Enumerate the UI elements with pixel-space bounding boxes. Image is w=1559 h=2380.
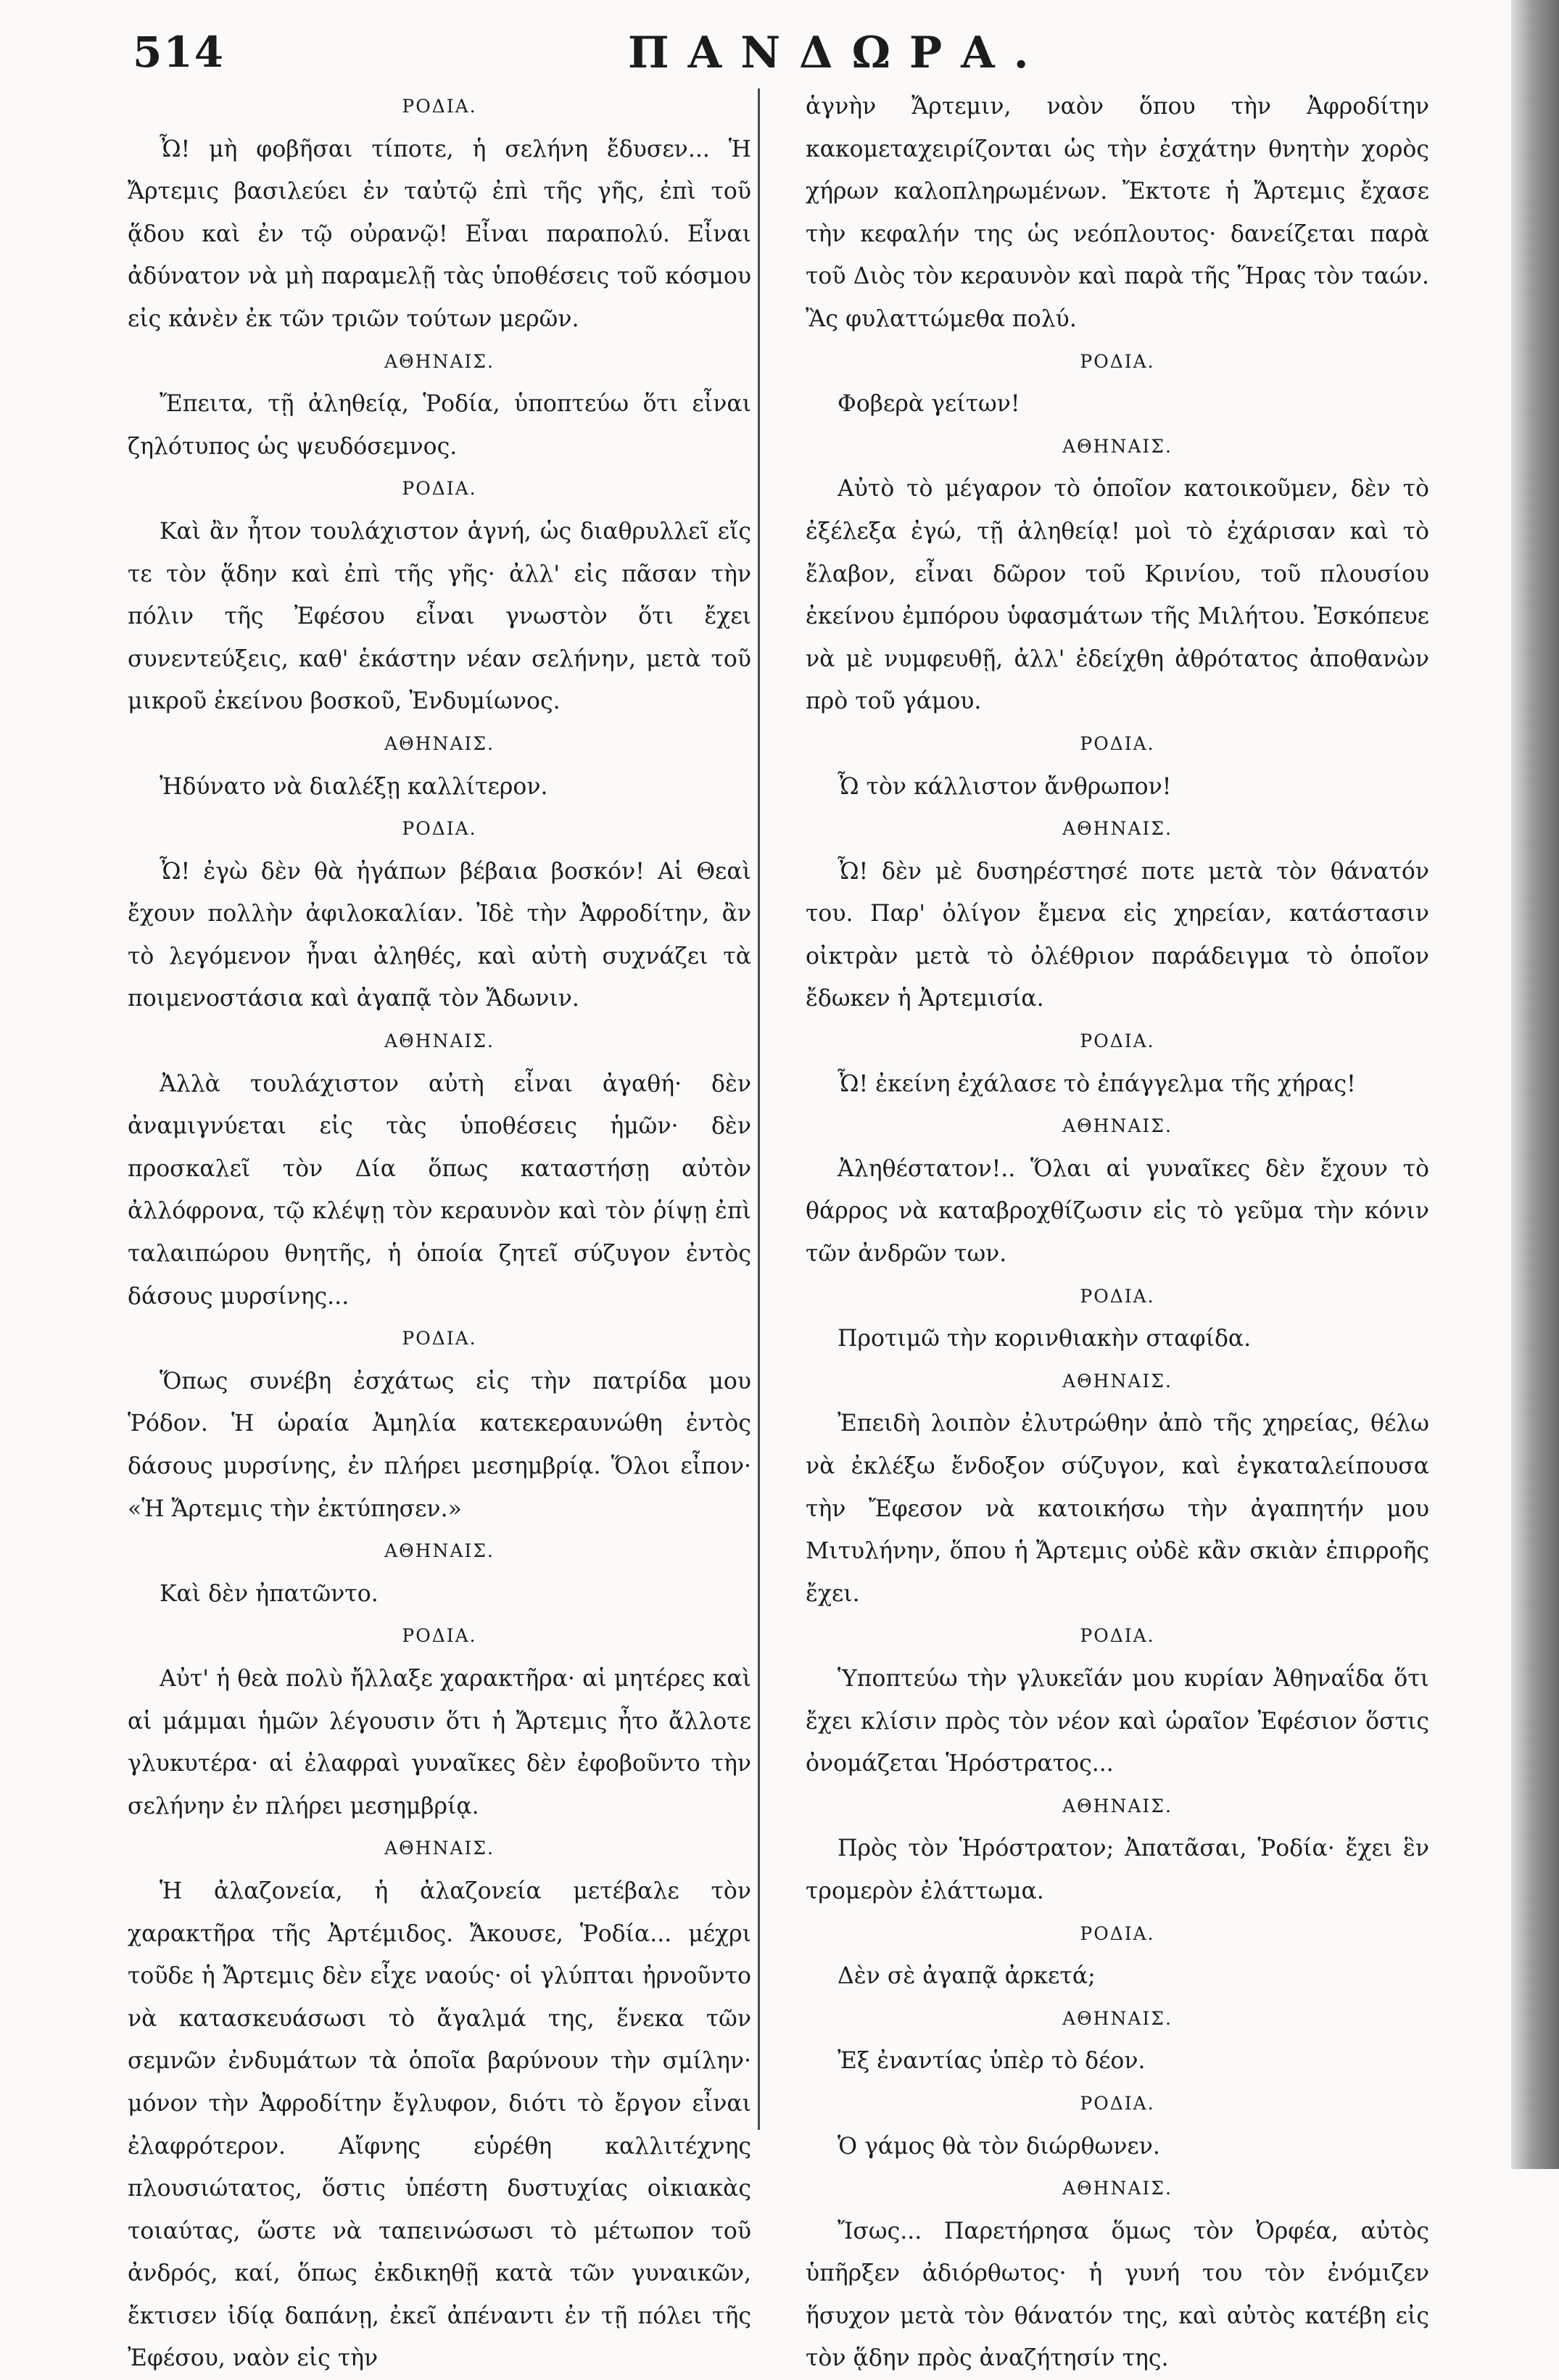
dialogue-paragraph: Ὦ τὸν κάλλιστον ἄνθρωπον! <box>838 773 1172 800</box>
journal-title: ΠΑΝΔΩΡΑ. <box>628 28 1048 78</box>
dialogue-paragraph: Ἔπειτα, τῇ ἀληθείᾳ, Ῥοδία, ὑποπτεύω ὅτι εἶναι ζηλότυπος ὡς ψευδόσεμνος. <box>128 391 751 460</box>
dialogue-paragraph: Καὶ δὲν ἠπατῶντο. <box>160 1580 379 1607</box>
dialogue-paragraph: Ὦ! δὲν μὲ δυσηρέστησέ ποτε μετὰ τὸν θάνατόν του. Παρ' ὀλίγον ἔμενα εἰς χηρείαν, κατάστασιν οἰκτρὰν μετὰ τὸ ὀλέθριον παράδειγμα τὸ ὁποῖον ἔδωκεν ἡ Ἀρτεμισία. <box>806 858 1429 1012</box>
speaker-label: ΡΟΔΙΑ. <box>1080 1030 1155 1052</box>
speaker-label: ΡΟΔΙΑ. <box>1080 2092 1155 2114</box>
speaker-label: ΑΘΗΝΑΙΣ. <box>384 732 495 754</box>
dialogue-paragraph: ἁγνὴν Ἄρτεμιν, ναὸν ὅπου τὴν Ἀφροδίτην κακομεταχειρίζονται ὡς τὴν ἐσχάτην θνητὴν χορὸς χήρων καλοπληρωμένων. Ἔκτοτε ἡ Ἄρτεμις ἔχασε τὴν κεφαλήν της ὡς νεόπλουτος· δανείζεται παρὰ τοῦ Διὸς τὸν κεραυνὸν καὶ παρὰ τῆς Ἥρας τὸν ταών. Ἂς φυλαττώμεθα πολύ. <box>806 94 1429 332</box>
speaker-label: ΑΘΗΝΑΙΣ. <box>384 1838 495 1859</box>
speaker-label: ΡΟΔΙΑ. <box>402 478 477 500</box>
dialogue-paragraph: Ὦ! ἐκείνη ἐχάλασε τὸ ἐπάγγελμα τῆς χήρας! <box>838 1070 1356 1097</box>
speaker-label: ΑΘΗΝΑΙΣ. <box>1062 1115 1173 1137</box>
dialogue-paragraph: Ἐπειδὴ λοιπὸν ἐλυτρώθην ἀπὸ τῆς χηρείας, θέλω νὰ ἐκλέξω ἔνδοξον σύζυγον, καὶ ἐγκαταλείπουσα τὴν Ἔφεσον νὰ κατοικήσω τὴν ἀγαπητήν μου Μιτυλήνην, ὅπου ἡ Ἄρτεμις οὐδὲ κἂν σκιὰν ἐπιρροῆς ἔχει. <box>806 1410 1429 1607</box>
speaker-label: ΑΘΗΝΑΙΣ. <box>384 350 495 372</box>
speaker-label: ΡΟΔΙΑ. <box>1080 1625 1155 1647</box>
speaker-label: ΑΘΗΝΑΙΣ. <box>1062 2178 1173 2199</box>
speaker-label: ΑΘΗΝΑΙΣ. <box>384 1030 495 1052</box>
dialogue-paragraph: Ὦ! ἐγὼ δὲν θὰ ἠγάπων βέβαια βοσκόν! Αἱ Θεαὶ ἔχουν πολλὴν ἀφιλοκαλίαν. Ἰδὲ τὴν Ἀφροδίτην, ἂν τὸ λεγόμενον ἦναι ἀληθές, καὶ αὐτὴ συχνάζει τὰ ποιμενοστάσια καὶ ἀγαπᾷ τὸν Ἄδωνιν. <box>128 858 751 1012</box>
speaker-label: ΡΟΔΙΑ. <box>402 96 477 117</box>
dialogue-paragraph: Δὲν σὲ ἀγαπᾷ ἀρκετά; <box>838 1963 1096 1990</box>
speaker-label: ΑΘΗΝΑΙΣ. <box>1062 1370 1173 1392</box>
dialogue-paragraph: Ὅπως συνέβη ἐσχάτως εἰς τὴν πατρίδα μου Ῥόδον. Ἡ ὡραία Ἀμηλία κατεκεραυνώθη ἐντὸς δάσους μυρσίνης, ἐν πλήρει μεσημβρίᾳ. Ὅλοι εἶπον· «Ἡ Ἄρτεμις τὴν ἐκτύπησεν.» <box>128 1368 751 1522</box>
speaker-label: ΡΟΔΙΑ. <box>1080 350 1155 372</box>
page-number: 514 <box>133 28 226 77</box>
speaker-label: ΑΘΗΝΑΙΣ. <box>1062 435 1173 457</box>
speaker-label: ΡΟΔΙΑ. <box>1080 1285 1155 1307</box>
left-text-column <box>128 86 751 2380</box>
dialogue-paragraph: Ἡ ἀλαζονεία, ἡ ἀλαζονεία μετέβαλε τὸν χαρακτῆρα τῆς Ἀρτέμιδος. Ἄκουσε, Ῥοδία... μέχρι τοῦδε ἡ Ἄρτεμις δὲν εἶχε ναούς· οἱ γλύπται ἠρνοῦντο νὰ κατασκευάσωσι τὸ ἄγαλμά της, ἕνεκα τῶν σεμνῶν ἐνδυμάτων τὰ ὁποῖα βαρύνουν τὴν σμίλην· μόνον τὴν Ἀφροδίτην ἔγλυφον, διότι τὸ ἔργον εἶναι ἐλαφρότερον. Αἴφνης εὑρέθη καλλιτέχνης πλουσιώτατος, ὅστις ὑπέστη δυστυχίας οἰκιακὰς τοιαύτας, ὥστε νὰ ταπεινώσωσι τὸ μέτωπον τοῦ ἀνδρός, καί, ὅπως ἐκδικηθῇ κατὰ τῶν γυναικῶν, ἔκτισεν ἰδίᾳ δαπάνῃ, ἐκεῖ ἀπέναντι ἐν τῇ πόλει τῆς Ἐφέσου, ναὸν εἰς τὴν <box>128 1877 751 2372</box>
dialogue-paragraph: Ὁ γάμος θὰ τὸν διώρθωνεν. <box>838 2133 1160 2160</box>
speaker-label: ΡΟΔΙΑ. <box>1080 732 1155 754</box>
speaker-label: ΑΘΗΝΑΙΣ. <box>1062 2007 1173 2029</box>
dialogue-paragraph: Ἠδύνατο νὰ διαλέξῃ καλλίτερον. <box>160 773 548 800</box>
running-header <box>0 28 1559 78</box>
speaker-label: ΑΘΗΝΑΙΣ. <box>1062 818 1173 840</box>
dialogue-paragraph: Φοβερὰ γείτων! <box>838 391 1020 418</box>
dialogue-paragraph: Καὶ ἂν ἦτον τουλάχιστον ἁγνή, ὡς διαθρυλλεῖ εἴς τε τὸν ᾅδην καὶ ἐπὶ τῆς γῆς· ἀλλ' εἰς πᾶσαν τὴν πόλιν τῆς Ἐφέσου εἶναι γνωστὸν ὅτι ἔχει συνεντεύξεις, καθ' ἑκάστην νέαν σελήνην, μετὰ τοῦ μικροῦ ἐκείνου βοσκοῦ, Ἐνδυμίωνος. <box>128 518 751 715</box>
dialogue-paragraph: Αὐτ' ἡ θεὰ πολὺ ἤλλαξε χαρακτῆρα· αἱ μητέρες καὶ αἱ μάμμαι ἡμῶν λέγουσιν ὅτι ἡ Ἄρτεμις ἦτο ἄλλοτε γλυκυτέρα· αἱ ἐλαφραὶ γυναῖκες δὲν ἐφοβοῦντο τὴν σελήνην ἐν πλήρει μεσημβρίᾳ. <box>128 1665 751 1819</box>
dialogue-paragraph: Ἴσως... Παρετήρησα ὅμως τὸν Ὀρφέα, αὐτὸς ὑπῆρξεν ἀδιόρθωτος· ἡ γυνή του τὸν ἐνόμιζεν ἥσυχον μετὰ τὸν θάνατόν της, καὶ αὐτὸς κατέβη εἰς τὸν ᾅδην πρὸς ἀναζήτησίν της. <box>806 2218 1429 2372</box>
column-divider <box>758 88 760 2130</box>
dialogue-paragraph: Πρὸς τὸν Ἡρόστρατον; Ἀπατᾶσαι, Ῥοδία· ἔχει ἓν τρομερὸν ἐλάττωμα. <box>806 1835 1429 1904</box>
dialogue-paragraph: Προτιμῶ τὴν κορινθιακὴν σταφίδα. <box>838 1326 1252 1352</box>
speaker-label: ΑΘΗΝΑΙΣ. <box>384 1540 495 1562</box>
dialogue-paragraph: Αὐτὸ τὸ μέγαρον τὸ ὁποῖον κατοικοῦμεν, δὲν τὸ ἐξέλεξα ἐγώ, τῇ ἀληθείᾳ! μοὶ τὸ ἐχάρισαν καὶ τὸ ἔλαβον, εἶναι δῶρον τοῦ Κρινίου, τοῦ πλουσίου ἐκείνου ἐμπόρου ὑφασμάτων τῆς Μιλήτου. Ἐσκόπευε νὰ μὲ νυμφευθῇ, ἀλλ' ἐδείχθη ἀθρότατος ἀποθανὼν πρὸ τοῦ γάμου. <box>806 476 1429 715</box>
speaker-label: ΡΟΔΙΑ. <box>402 818 477 840</box>
dialogue-paragraph: Ἐξ ἐναντίας ὑπὲρ τὸ δέον. <box>838 2048 1146 2075</box>
page-edge-shadow <box>1511 0 1559 2169</box>
dialogue-paragraph: Ὑποπτεύω τὴν γλυκεῖάν μου κυρίαν Ἀθηναΐδα ὅτι ἔχει κλίσιν πρὸς τὸν νέον καὶ ὡραῖον Ἐφέσιον ὅστις ὀνομάζεται Ἡρόστρατος... <box>806 1665 1429 1777</box>
speaker-label: ΡΟΔΙΑ. <box>1080 1922 1155 1944</box>
dialogue-paragraph: Ἀλλὰ τουλάχιστον αὐτὴ εἶναι ἀγαθή· δὲν ἀναμιγνύεται εἰς τὰς ὑποθέσεις ἡμῶν· δὲν προσκαλεῖ τὸν Δία ὅπως καταστήσῃ αὐτὸν ἀλλόφρονα, τῷ κλέψῃ τὸν κεραυνὸν καὶ τὸν ῥίψῃ ἐπὶ ταλαιπώρου θνητῆς, ἡ ὁποία ζητεῖ σύζυγον ἐντὸς δάσους μυρσίνης... <box>128 1070 751 1310</box>
right-text-column <box>806 86 1429 2380</box>
dialogue-paragraph: Ὦ! μὴ φοβῆσαι τίποτε, ἡ σελήνη ἔδυσεν... Ἡ Ἄρτεμις βασιλεύει ἐν ταὐτῷ ἐπὶ τῆς γῆς, ἐπὶ τοῦ ᾅδου καὶ ἐν τῷ οὐρανῷ! Εἶναι παραπολύ. Εἶναι ἀδύνατον νὰ μὴ παραμελῇ τὰς ὑποθέσεις τοῦ κόσμου εἰς κἀνὲν ἐκ τῶν τριῶν τούτων μερῶν. <box>128 136 751 332</box>
speaker-label: ΡΟΔΙΑ. <box>402 1328 477 1350</box>
dialogue-paragraph: Ἀληθέστατον!.. Ὅλαι αἱ γυναῖκες δὲν ἔχουν τὸ θάρρος νὰ καταβροχθίζωσιν εἰς τὸ γεῦμα τὴν κόνιν τῶν ἀνδρῶν των. <box>806 1155 1429 1268</box>
speaker-label: ΑΘΗΝΑΙΣ. <box>1062 1795 1173 1817</box>
speaker-label: ΡΟΔΙΑ. <box>402 1625 477 1647</box>
